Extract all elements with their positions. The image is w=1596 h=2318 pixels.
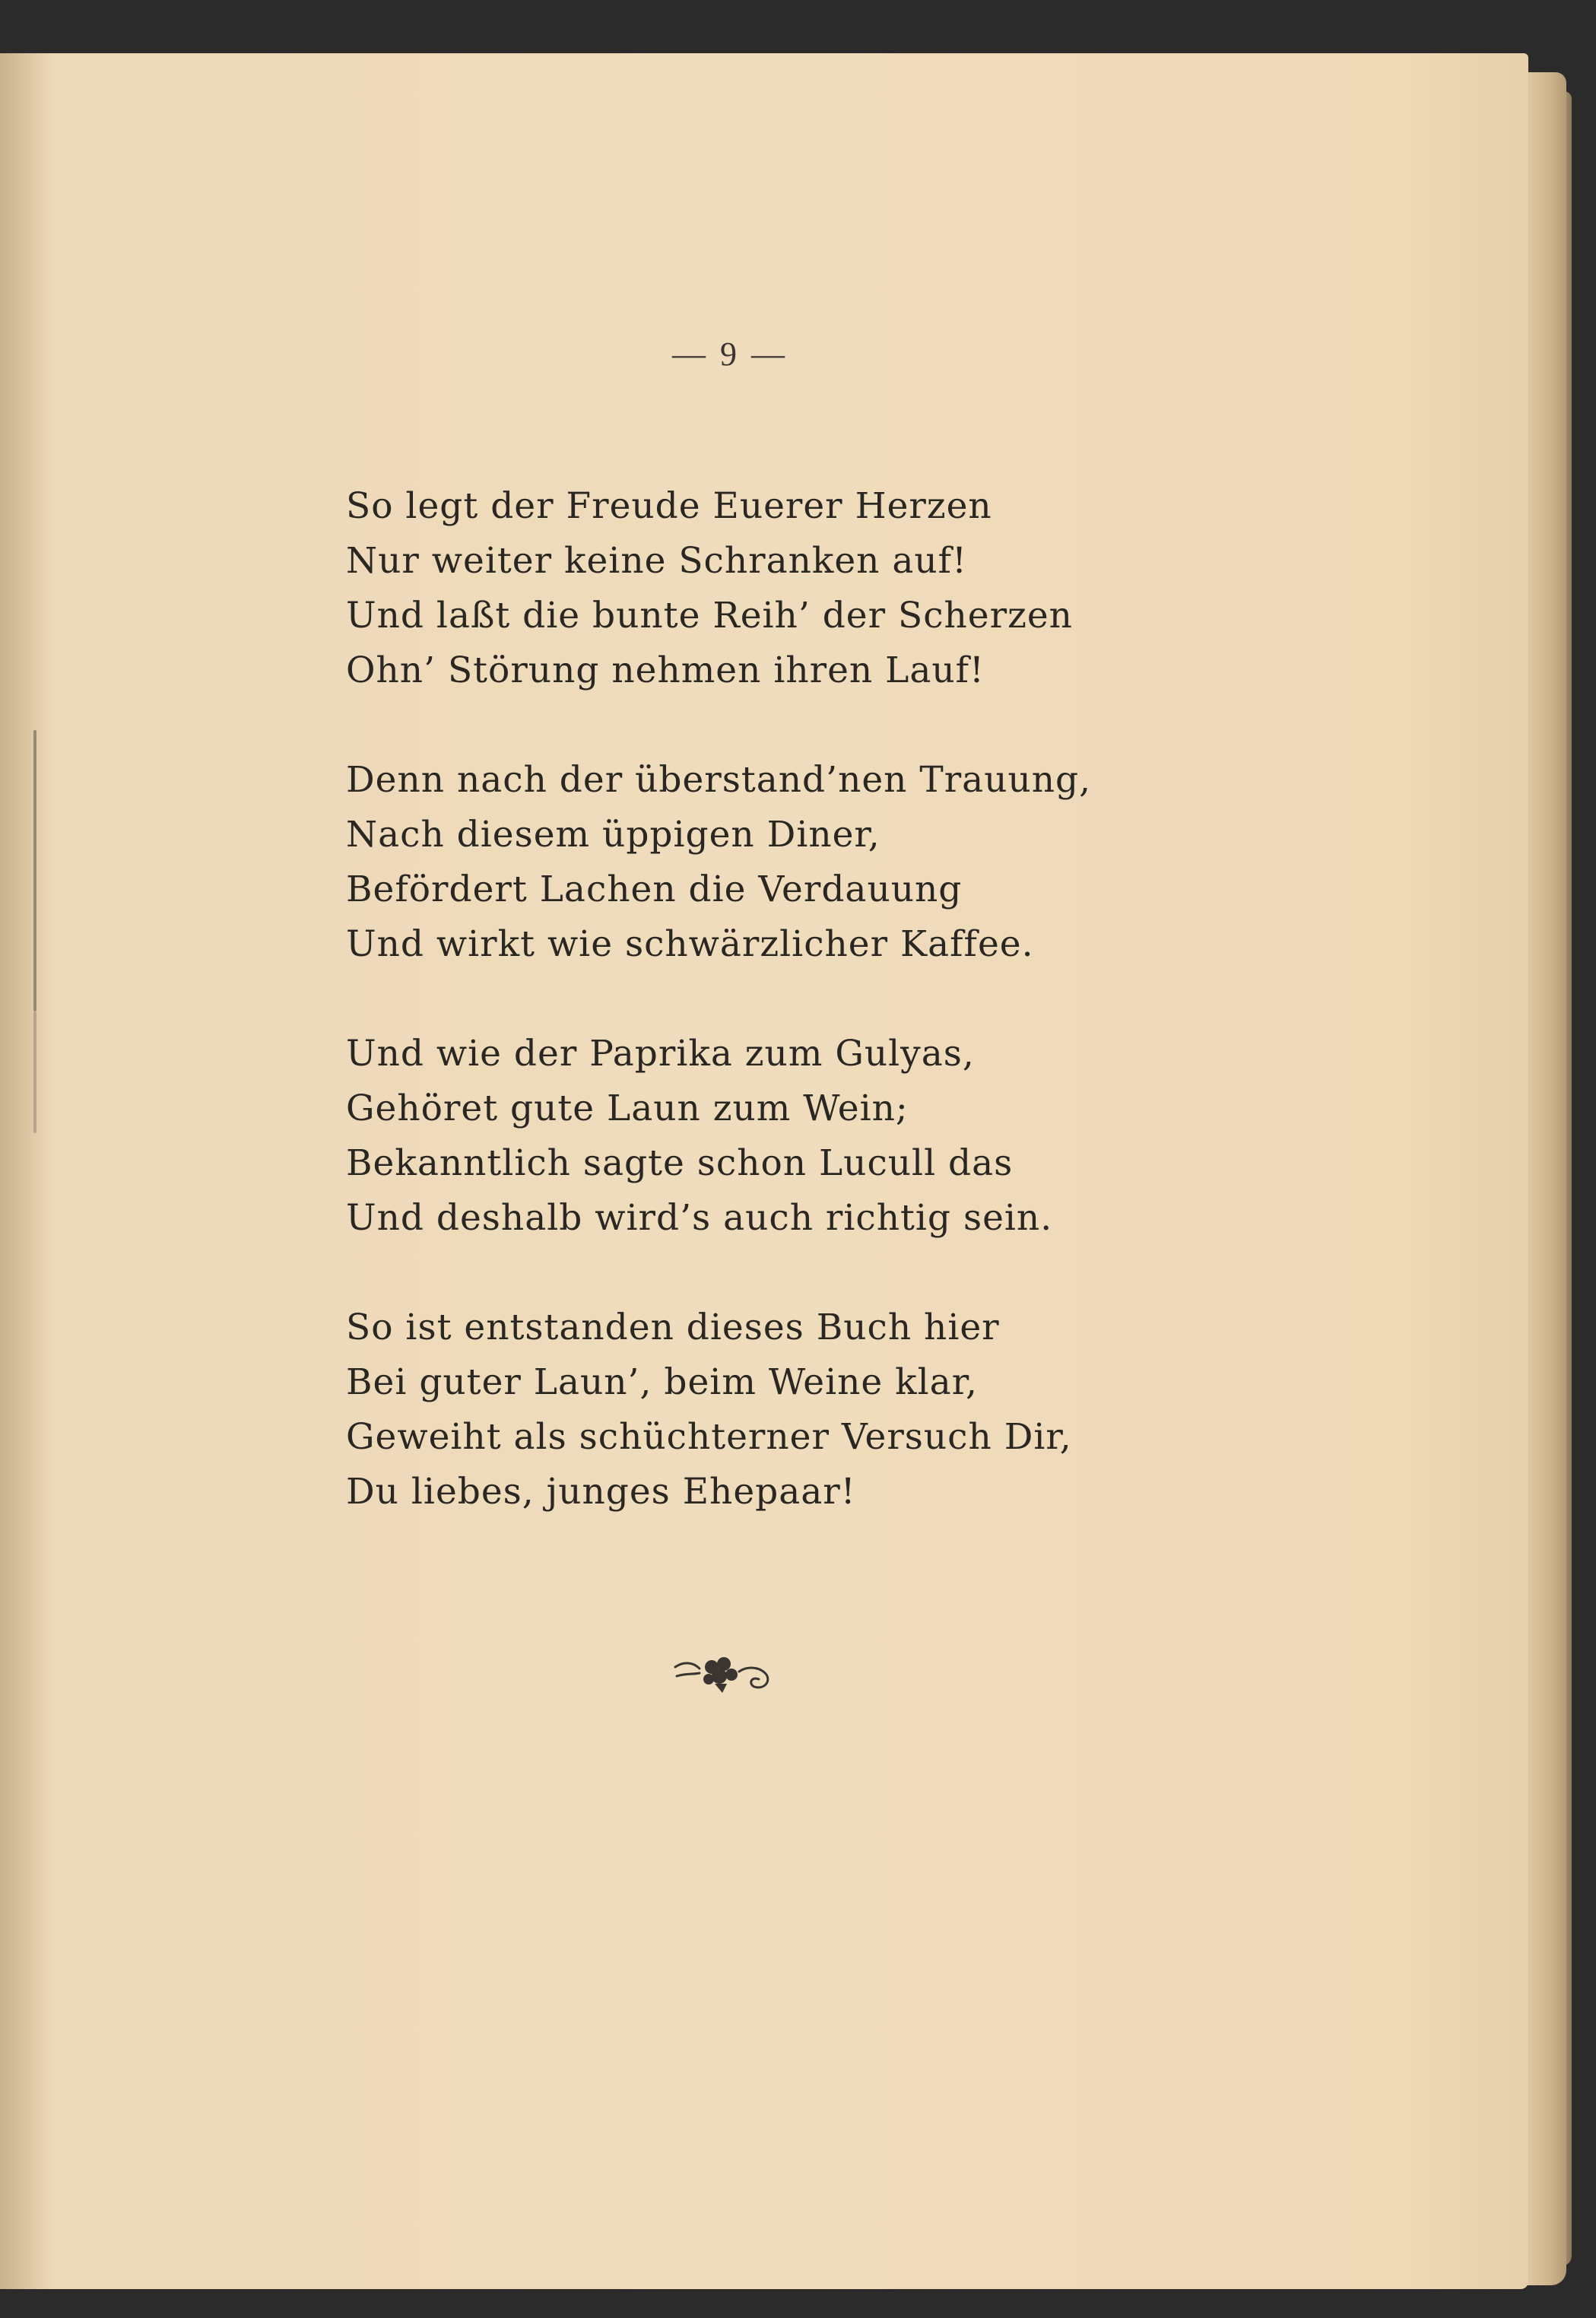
- stanza-2: [346, 753, 1106, 972]
- poem-line: Bekanntlich sagte schon Lucull das: [346, 1142, 1014, 1184]
- poem-line: Gehöret gute Laun zum Wein;: [346, 1088, 909, 1129]
- poem-line: Nur weiter keine Schranken auf!: [346, 540, 967, 582]
- stanza-4: [346, 1300, 1106, 1519]
- poem-line: So ist entstanden dieses Buch hier: [346, 1307, 1000, 1348]
- poem-line: Geweiht als schüchterner Versuch Dir,: [346, 1416, 1072, 1458]
- stanza-1: [346, 479, 1106, 698]
- poem-line: So legt der Freude Euerer Herzen: [346, 485, 992, 527]
- poem-line: Und wirkt wie schwärzlicher Kaffee.: [346, 923, 1034, 965]
- poem-line: Und laßt die bunte Reih’ der Scherzen: [346, 595, 1073, 637]
- poem: [346, 479, 1106, 1574]
- stanza-3: [346, 1027, 1106, 1246]
- poem-line: Nach diesem üppigen Diner,: [346, 814, 880, 856]
- poem-line: Befördert Lachen die Verdauung: [346, 868, 963, 910]
- poem-line: Und wie der Paprika zum Gulyas,: [346, 1033, 975, 1075]
- binding-thread: [33, 730, 36, 1011]
- poem-line: Und deshalb wird’s auch richtig sein.: [346, 1197, 1053, 1239]
- floral-vignette-icon: [669, 1650, 783, 1696]
- page-number: — 9 —: [672, 335, 788, 373]
- binding-gutter: [0, 53, 53, 2289]
- poem-line: Denn nach der überstand’nen Trauung,: [346, 759, 1092, 801]
- poem-line: Du liebes, junges Ehepaar!: [346, 1471, 856, 1513]
- poem-line: Bei guter Laun’, beim Weine klar,: [346, 1361, 978, 1403]
- poem-line: Ohn’ Störung nehmen ihren Lauf!: [346, 649, 985, 691]
- binding-thread: [33, 1011, 36, 1133]
